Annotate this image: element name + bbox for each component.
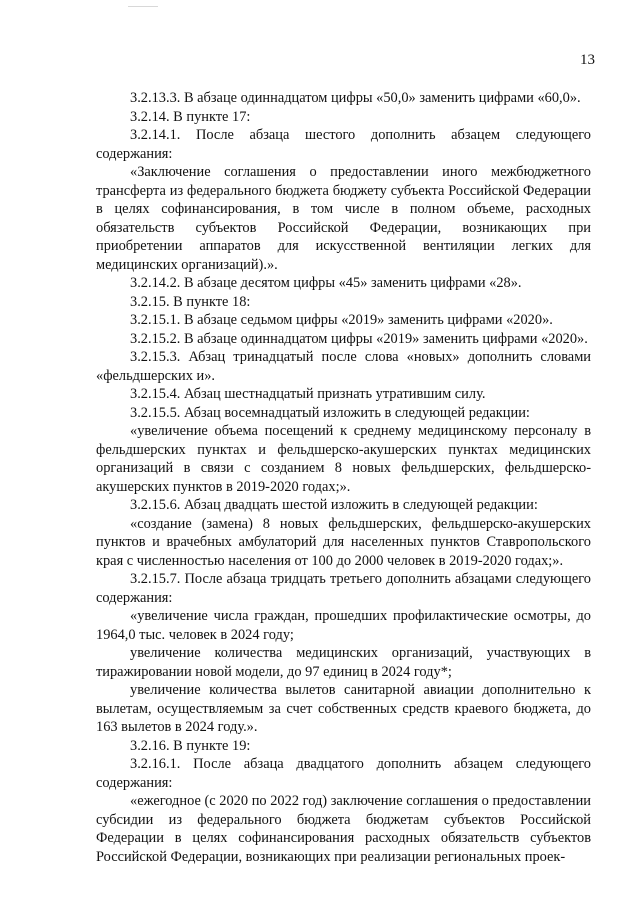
paragraph-3-2-15-3: 3.2.15.3. Абзац тринадцатый после слова «новых» дополнить словами «фельдшерских и». (96, 349, 591, 384)
paragraph-3-2-15-5: 3.2.15.5. Абзац восемнадцатый изложить в следующей редакции: (130, 404, 530, 421)
paragraph-3-2-16: 3.2.16. В пункте 19: (130, 737, 251, 754)
quoted-paragraph-aviation: увеличение количества вылетов санитарной авиации дополнительно к вылетам, осуществляемым за счет собственных средств краевого бюджета, до 163 вылетов в 2024 году.». (96, 682, 591, 735)
paragraph-3-2-15-7: 3.2.15.7. После абзаца тридцать третьего дополнить абзацами следующего содержания: (96, 571, 591, 606)
paragraph-3-2-15: 3.2.15. В пункте 18: (130, 293, 251, 310)
paragraph-3-2-16-1: 3.2.16.1. После абзаца двадцатого дополнить абзацем следующего содержания: (96, 756, 591, 791)
page-number: 13 (580, 52, 595, 68)
paragraph-3-2-15-4: 3.2.15.4. Абзац шестнадцатый признать утратившим силу. (130, 386, 486, 402)
quoted-paragraph-visits: «увеличение объема посещений к среднему медицинскому персоналу в фельдшерских пунктах и фельдшерско-акушерских пунктах медицинских организаций в связи с созданием 8 новых фельдшерских, фельдшерско-акушерских пунктов в 2019-2020 годах;». (96, 423, 591, 495)
document-body (96, 89, 591, 866)
quoted-paragraph-annual: «ежегодное (с 2020 по 2022 год) заключение соглашения о предоставлении субсидии из федерального бюджета бюджетам субъектов Российской Федерации в целях софинансирования расходных обязательств субъектов Российской Федерации, возникающих при реализации региональных проек- (96, 793, 591, 865)
quoted-paragraph-ivl: «Заключение соглашения о предоставлении иного межбюджетного трансферта из федерального бюджета бюджету субъекта Российской Федерации в целях софинансирования, в том числе в полном объеме, расходных обязательств субъектов Российской Федерации, возникающих при приобретении аппаратов для искусственной вентиляции легких для медицинских организаций).». (96, 164, 591, 273)
quoted-paragraph-organizations: увеличение количества медицинских организаций, участвующих в тиражировании новой модели, до 97 единиц в 2024 году*; (96, 645, 591, 680)
paragraph-3-2-15-1: 3.2.15.1. В абзаце седьмом цифры «2019» заменить цифрами «2020». (130, 312, 553, 328)
paragraph-3-2-15-6: 3.2.15.6. Абзац двадцать шестой изложить в следующей редакции: (130, 497, 538, 513)
paragraph-3-2-14-1: 3.2.14.1. После абзаца шестого дополнить абзацем следующего содержания: (96, 127, 591, 162)
paragraph-3-2-14-2: 3.2.14.2. В абзаце десятом цифры «45» заменить цифрами «28». (130, 275, 522, 291)
paragraph-3-2-13-3: 3.2.13.3. В абзаце одиннадцатом цифры «50,0» заменить цифрами «60,0». (130, 90, 581, 106)
paragraph-3-2-15-2: 3.2.15.2. В абзаце одиннадцатом цифры «2019» заменить цифрами «2020». (130, 330, 588, 347)
quoted-paragraph-checkups: «увеличение числа граждан, прошедших профилактические осмотры, до 1964,0 тыс. человек в 2024 году; (96, 608, 591, 643)
scan-artifact (128, 6, 158, 7)
quoted-paragraph-creation: «создание (замена) 8 новых фельдшерских, фельдшерско-акушерских пунктов и врачебных амбулаторий для населенных пунктов Ставропольского края с численностью населения от 100 до 2000 человек в 2019-2020 годах;». (96, 515, 591, 569)
paragraph-3-2-14: 3.2.14. В пункте 17: (130, 108, 251, 125)
